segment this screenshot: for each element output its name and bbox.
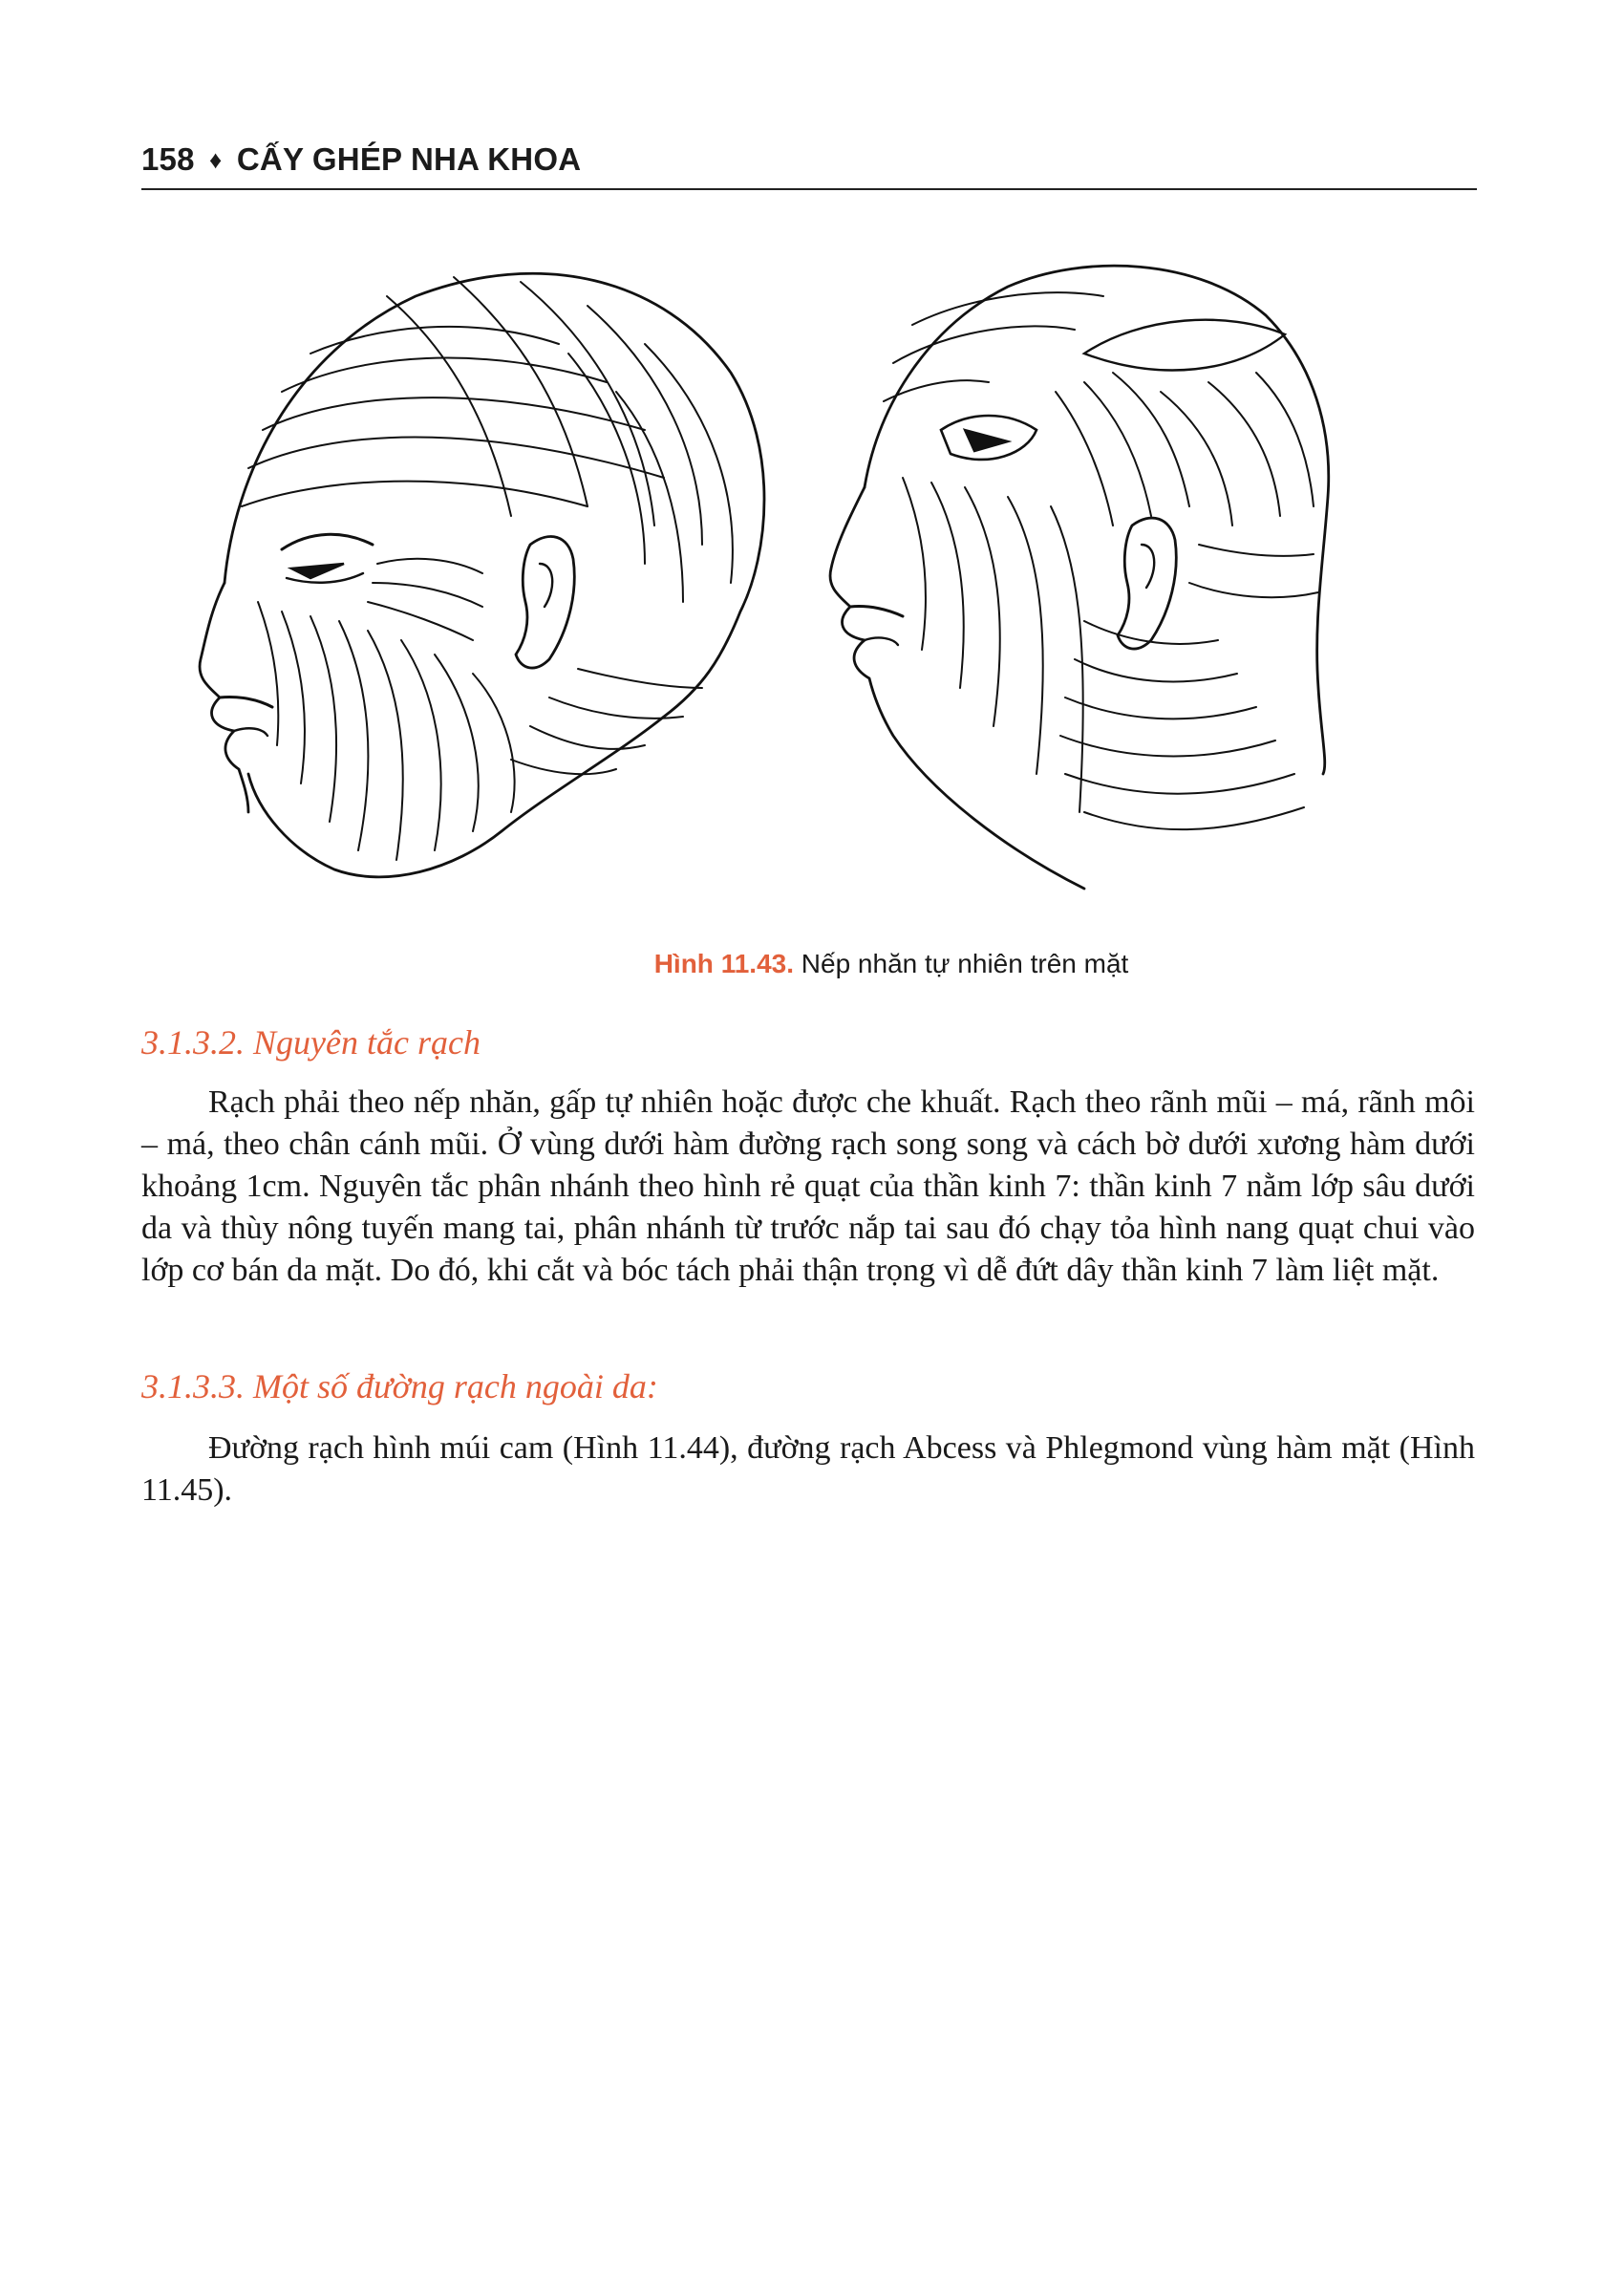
- diamond-separator-icon: ♦: [209, 145, 223, 174]
- header-rule: [141, 188, 1477, 190]
- figure-caption-text: Nếp nhăn tự nhiên trên mặt: [801, 949, 1129, 978]
- section-heading-skin-incisions: 3.1.3.3. Một số đường rạch ngoài da:: [141, 1367, 658, 1405]
- paragraph-incision-principles: Rạch phải theo nếp nhăn, gấp tự nhiên hoặc được che khuất. Rạch theo rãnh mũi – má, rãnh môi – má, theo chân cánh mũi. Ở vùng dưới hàm đường rạch song song và cách bờ dưới xương hàm dưới khoảng 1cm. Nguyên tắc phân nhánh theo hình rẻ quạt của thần kinh 7: thần kinh 7 nằm lớp sâu dưới da và thùy nông tuyến mang tai, phân nhánh từ trước nắp tai sau đó chạy tỏa hình nang quạt chui vào lớp cơ bán da mặt. Do đó, khi cắt và bóc tách phải thận trọng vì dễ đứt dây thần kinh 7 làm liệt mặt.: [141, 1084, 1475, 1288]
- page-number: 158: [141, 141, 195, 177]
- head-illustration-left: [200, 273, 764, 877]
- book-title: CẤY GHÉP NHA KHOA: [236, 141, 582, 177]
- paragraph-skin-incisions: Đường rạch hình múi cam (Hình 11.44), đường rạch Abcess và Phlegmond vùng hàm mặt (Hình 11.45).: [141, 1430, 1475, 1508]
- running-header: [141, 141, 581, 178]
- figure-caption: [0, 949, 1624, 979]
- figure-facial-wrinkle-lines: [167, 239, 1342, 927]
- figure-label: Hình 11.43.: [653, 949, 794, 978]
- section-heading-incision-principles: 3.1.3.2. Nguyên tắc rạch: [141, 1023, 481, 1062]
- head-illustration-right: [830, 266, 1329, 889]
